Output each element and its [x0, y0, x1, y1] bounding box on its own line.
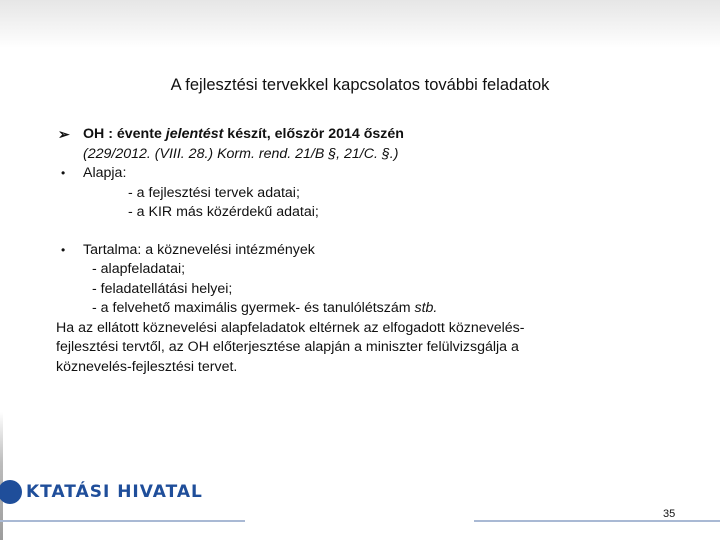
contents-item: - feladatellátási helyei;: [92, 280, 233, 297]
basis-label: Alapja:: [83, 165, 127, 181]
contents-item: - alapfeladatai;: [92, 261, 186, 277]
round-bullet-icon: •: [61, 242, 66, 257]
paragraph-line: köznevelés-fejlesztési tervet.: [56, 358, 238, 375]
contents-item-text: - a felvehető maximális gyermek- és tanulólétszám: [92, 300, 415, 316]
slide-content: [56, 125, 676, 377]
basis-item: - a KIR más közérdekű adatai;: [128, 204, 319, 220]
contents-label: Tartalma: a köznevelési intézmények: [83, 241, 315, 258]
header-band: [0, 0, 720, 48]
contents-label-line: [56, 241, 676, 261]
round-bullet-icon: •: [61, 166, 66, 180]
oh-line: [56, 125, 676, 145]
contents-item-suffix: stb.: [414, 300, 438, 316]
oh-line-emphasis: jelentést: [165, 126, 224, 142]
arrow-bullet-icon: ➢: [58, 126, 70, 142]
basis-item: - a fejlesztési tervek adatai;: [128, 184, 300, 201]
page-number: 35: [663, 508, 676, 520]
oh-reference: (229/2012. (VIII. 28.) Korm. rend. 21/B §, 21/C. §.): [83, 145, 399, 162]
logo-circle-icon: [0, 480, 22, 504]
oh-line-suffix: készít, először 2014 őszén: [223, 126, 404, 142]
paragraph-line: Ha az ellátott köznevelési alapfeladatok eltérnek az elfogadott köznevelés-: [56, 319, 525, 336]
contents-item: [56, 299, 676, 319]
logo-text: KTATÁSI HIVATAL: [26, 482, 203, 502]
footer-rule-left: [0, 520, 245, 522]
org-logo: [0, 478, 203, 506]
basis-label-line: [56, 164, 676, 184]
paragraph-line: fejlesztési tervtől, az OH előterjesztése alapján a miniszter felülvizsgálja a: [56, 339, 519, 355]
slide-title: A fejlesztési tervekkel kapcsolatos további feladatok: [170, 76, 550, 94]
footer-rule-right: [474, 520, 720, 522]
oh-line-prefix: OH : évente: [83, 126, 166, 142]
